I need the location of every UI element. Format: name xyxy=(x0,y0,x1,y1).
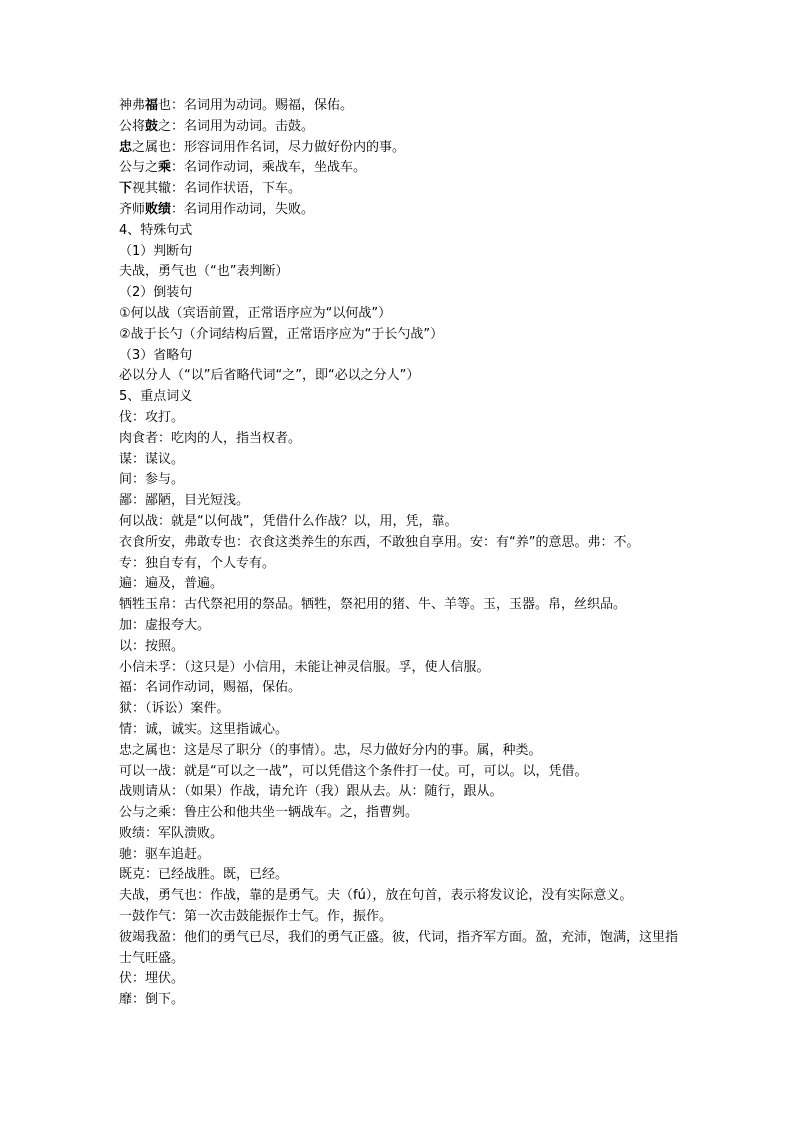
emphasized-word: 忠 xyxy=(119,139,133,155)
emphasized-word: 败绩 xyxy=(145,201,172,217)
text-line: （3）省略句 xyxy=(119,347,193,363)
text-line: 何以战：就是“以何战”，凭借什么作战？以，用，凭，靠。 xyxy=(119,513,458,529)
text-line: 公与之乘：鲁庄公和他共坐一辆战车。之，指曹刿。 xyxy=(119,805,419,821)
text-line: 小信未孚：（这只是）小信用，未能让神灵信服。孚，使人信服。 xyxy=(119,659,490,675)
text-line: 谋：谋议。 xyxy=(119,451,185,467)
text-segment: 之属也：形容词用作名词，尽力做好份内的事。 xyxy=(132,139,406,155)
text-line: 肉食者：吃肉的人，指当权者。 xyxy=(119,430,302,446)
text-line: 驰：驱车追赶。 xyxy=(119,846,211,862)
text-line: 败绩：军队溃败。 xyxy=(119,825,224,841)
text-line: 靡：倒下。 xyxy=(119,992,185,1008)
text-line: 忠之属也：这是尽了职分（的事情）。忠，尽力做好分内的事。属，种类。 xyxy=(119,742,542,758)
text-segment: 视其辙：名词作状语，下车。 xyxy=(132,181,302,197)
text-segment: 之：名词用为动词。击鼓。 xyxy=(158,118,315,134)
text-segment: 齐师 xyxy=(119,201,146,217)
text-line: 4、特殊句式 xyxy=(119,222,193,238)
text-segment: 公与之 xyxy=(119,160,159,176)
text-line: 5、重点词义 xyxy=(119,389,193,405)
text-line: 福：名词作动词，赐福，保佑。 xyxy=(119,680,302,696)
text-line: 必以分人（“以”后省略代词“之”，即“必以之分人”） xyxy=(119,368,420,384)
text-line: 彼竭我盈：他们的勇气已尽，我们的勇气正盛。彼，代词，指齐军方面。盈，充沛，饱满，这里指士气旺盛。 xyxy=(119,929,679,966)
text-segment: 也：名词用为动词。赐福，保佑。 xyxy=(158,98,354,113)
text-line: 一鼓作气：第一次击鼓能振作士气。作，振作。 xyxy=(119,909,393,925)
text-line: 既克：已经战胜。既，已经。 xyxy=(119,867,289,883)
text-line xyxy=(119,117,679,138)
text-line: 专：独自专有，个人专有。 xyxy=(119,555,276,571)
text-line xyxy=(119,158,679,179)
text-segment: 神弗 xyxy=(119,98,146,113)
text-line: 夫战，勇气也（“也”表判断） xyxy=(119,264,289,280)
text-line: ①何以战（宾语前置，正常语序应为“以何战”） xyxy=(119,305,392,321)
text-line xyxy=(119,200,679,221)
text-line: （2）倒装句 xyxy=(119,285,193,301)
text-line: 夫战，勇气也：作战，靠的是勇气。夫（fú），放在句首，表示将发议论，没有实际意义。 xyxy=(119,888,633,904)
text-line: 间：参与。 xyxy=(119,472,185,488)
document-body xyxy=(119,96,679,1011)
emphasized-word: 福 xyxy=(145,98,159,113)
text-line: 以：按照。 xyxy=(119,638,185,654)
text-line: 遍：遍及，普遍。 xyxy=(119,576,224,592)
text-line: （1）判断句 xyxy=(119,243,193,259)
text-line: 战则请从：（如果）作战，请允许（我）跟从去。从：随行，跟从。 xyxy=(119,784,503,800)
text-segment: 公将 xyxy=(119,118,146,134)
emphasized-word: 鼓 xyxy=(145,118,159,134)
text-line: 情：诚，诚实。这里指诚心。 xyxy=(119,721,289,737)
text-line: ②战于长勺（介词结构后置，正常语序应为“于长勺战”） xyxy=(119,326,444,342)
text-segment: ：名词作动词，乘战车，坐战车。 xyxy=(171,160,367,176)
text-line xyxy=(119,96,679,117)
text-line: 鄙：鄙陋，目光短浅。 xyxy=(119,493,250,509)
text-line: 牺牲玉帛：古代祭祀用的祭品。牺牲，祭祀用的猪、牛、羊等。玉，玉器。帛，丝织品。 xyxy=(119,597,627,613)
text-line xyxy=(119,138,679,159)
emphasized-word: 乘 xyxy=(158,160,172,176)
emphasized-word: 下 xyxy=(119,181,133,197)
text-line: 狱：（诉讼）案件。 xyxy=(119,701,230,717)
text-line: 衣食所安，弗敢专也：衣食这类养生的东西，不敢独自享用。安：有“养”的意思。弗：不。 xyxy=(119,534,640,550)
text-line: 伐：攻打。 xyxy=(119,409,185,425)
text-segment: ：名词用作动词，失败。 xyxy=(171,201,315,217)
text-line: 伏：埋伏。 xyxy=(119,971,185,987)
text-line: 可以一战：就是“可以之一战”，可以凭借这个条件打一仗。可，可以。以，凭借。 xyxy=(119,763,588,779)
text-line: 加：虚报夸大。 xyxy=(119,617,211,633)
text-line xyxy=(119,179,679,200)
